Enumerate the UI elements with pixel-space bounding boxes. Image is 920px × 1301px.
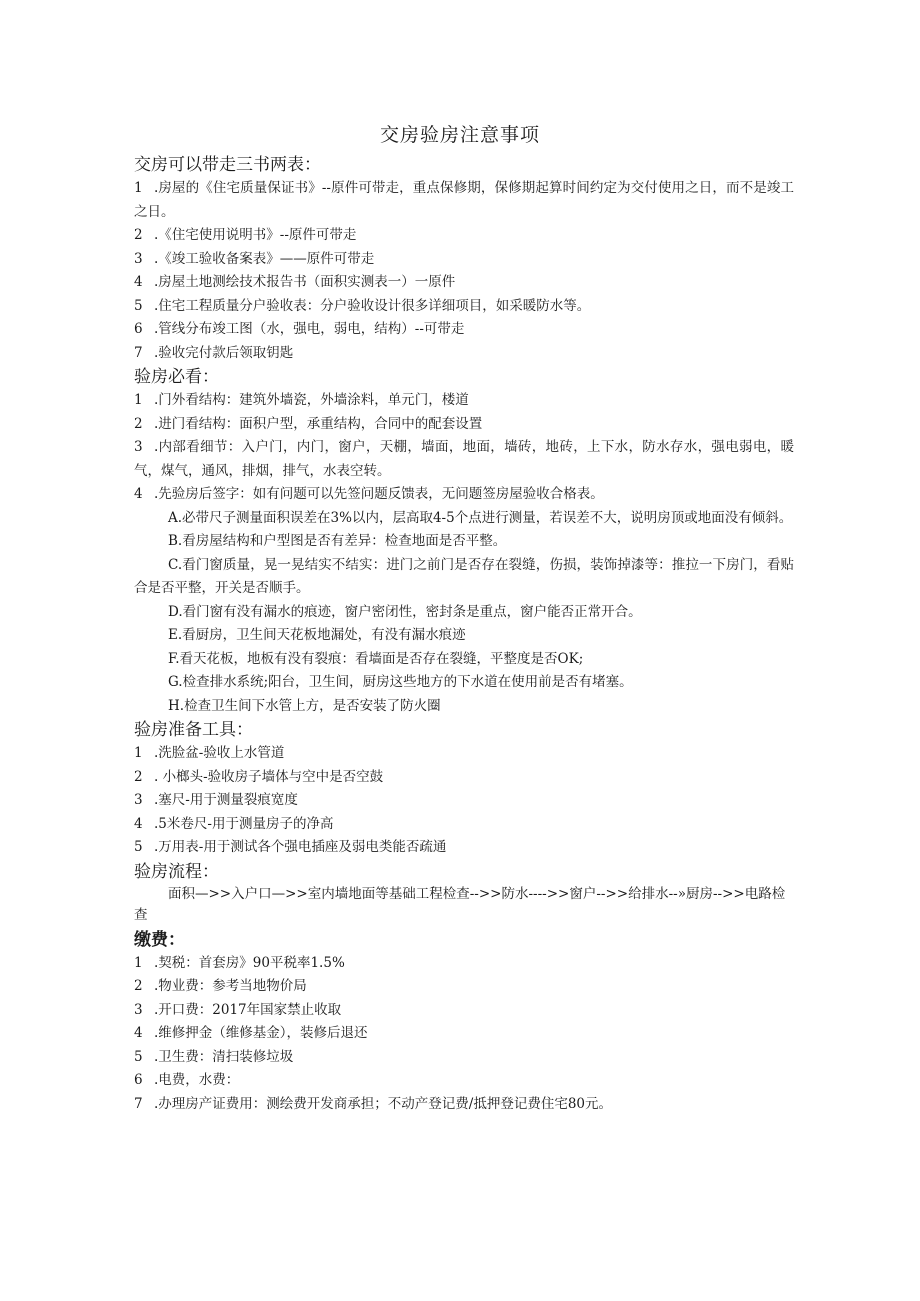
sub-item: A.必带尺子测量面积误差在3%以内，层高取4-5个点进行测量，若误差不大，说明房顶或地面没有倾斜。 <box>168 509 793 526</box>
document-body <box>134 153 794 1116</box>
list-item: 3 .开口费：2017年国家禁止收取 <box>134 1001 342 1018</box>
list-item: 7 .验收完付款后领取钥匙 <box>134 344 294 361</box>
list-item: 2 .进门看结构：面积户型，承重结构，合同中的配套设置 <box>134 415 483 432</box>
process-flow-text: 面积—>>入户口—>>室内墙地面等基础工程检查-->>防水---->>窗户-->>给排水--»厨房-->>电路检查 <box>134 885 786 923</box>
sub-item: F.看天花板，地板有没有裂痕：看墙面是否存在裂缝，平整度是否OK; <box>168 650 584 667</box>
section-heading-documents: 交房可以带走三书两表： <box>134 155 321 175</box>
inspection-list <box>134 389 794 718</box>
sub-item: H.检查卫生间下水管上方，是否安装了防火圈 <box>168 697 441 714</box>
list-item: 5 .住宅工程质量分户验收表：分户验收设计很多详细项目，如采暖防水等。 <box>134 297 591 314</box>
tools-list <box>134 742 794 860</box>
section-heading-process: 验房流程： <box>134 861 219 882</box>
list-item: 1 .房屋的《住宅质量保证书》--原件可带走，重点保修期，保修期起算时间约定为交付使用之日，而不是竣工之日。 <box>134 180 794 220</box>
list-item: 3 .《竣工验收备案表》——原件可带走 <box>134 250 375 267</box>
list-item: 2 .物业费：参考当地物价局 <box>134 978 307 994</box>
list-item: 4 .先验房后签字：如有问题可以先签问题反馈表，无问题签房屋验收合格表。 <box>134 486 604 502</box>
sub-item: G.检查排水系统;阳台，卫生间，厨房这些地方的下水道在使用前是否有堵塞。 <box>168 674 633 690</box>
documents-list <box>134 177 794 365</box>
list-item: 4 .5米卷尺-用于测量房子的净高 <box>134 815 334 832</box>
sub-item: E.看厨房，卫生间天花板地漏处，有没有漏水痕迹 <box>168 627 466 643</box>
list-item: 6 .电费，水费： <box>134 1072 240 1088</box>
section-heading-tools: 验房准备工具： <box>134 720 253 740</box>
list-item: 1 .洗脸盆-验收上水管道 <box>134 745 285 761</box>
list-item: 3 .塞尺-用于测量裂痕宽度 <box>134 792 298 808</box>
document-title: 交房验房注意事项 <box>379 124 540 146</box>
fees-list <box>134 952 794 1117</box>
list-item: 2 . 小榔头-验收房子墙体与空中是否空鼓 <box>134 768 384 785</box>
list-item: 5 .万用表-用于测试各个强电插座及弱电类能否疏通 <box>134 839 447 855</box>
list-item: 7 .办理房产证费用：测绘费开发商承担；不动产登记费/抵押登记费住宅80元。 <box>134 1095 613 1112</box>
list-item: 1 .契税：首套房》90平税率1.5% <box>134 954 345 971</box>
sub-item: C.看门窗质量，晃一晃结实不结实：进门之前门是否存在裂缝，伤损，装饰掉漆等：推拉一下房门，看贴合是否平整，开关是否顺手。 <box>134 556 794 596</box>
section-heading-inspection: 验房必看： <box>134 367 219 387</box>
list-item: 5 .卫生费：清扫装修垃圾 <box>134 1048 294 1065</box>
list-item: 4 .房屋土地测绘技术报告书（面积实测表一）一原件 <box>134 274 456 290</box>
sub-item: B.看房屋结构和户型图是否有差异：检查地面是否平整。 <box>168 533 507 549</box>
section-heading-fees: 缴费： <box>134 929 185 950</box>
list-item: 4 .维修押金（维修基金），装修后退还 <box>134 1025 368 1041</box>
sub-item: D.看门窗有没有漏水的痕迹，窗户密闭性，密封条是重点，窗户能否正常开合。 <box>168 603 642 620</box>
list-item: 2 .《住宅使用说明书》--原件可带走 <box>134 227 357 243</box>
list-item: 6 .管线分布竣工图（水，强电，弱电，结构）--可带走 <box>134 321 465 337</box>
list-item: 1 .门外看结构：建筑外墙瓷，外墙涂料，单元门，楼道 <box>134 392 469 408</box>
list-item: 3 .内部看细节：入户门，内门，窗户，天棚，墙面，地面，墙砖，地砖，上下水，防水存水，强电弱电，暖气，煤气，通风，排烟，排气，水表空转。 <box>134 439 794 479</box>
